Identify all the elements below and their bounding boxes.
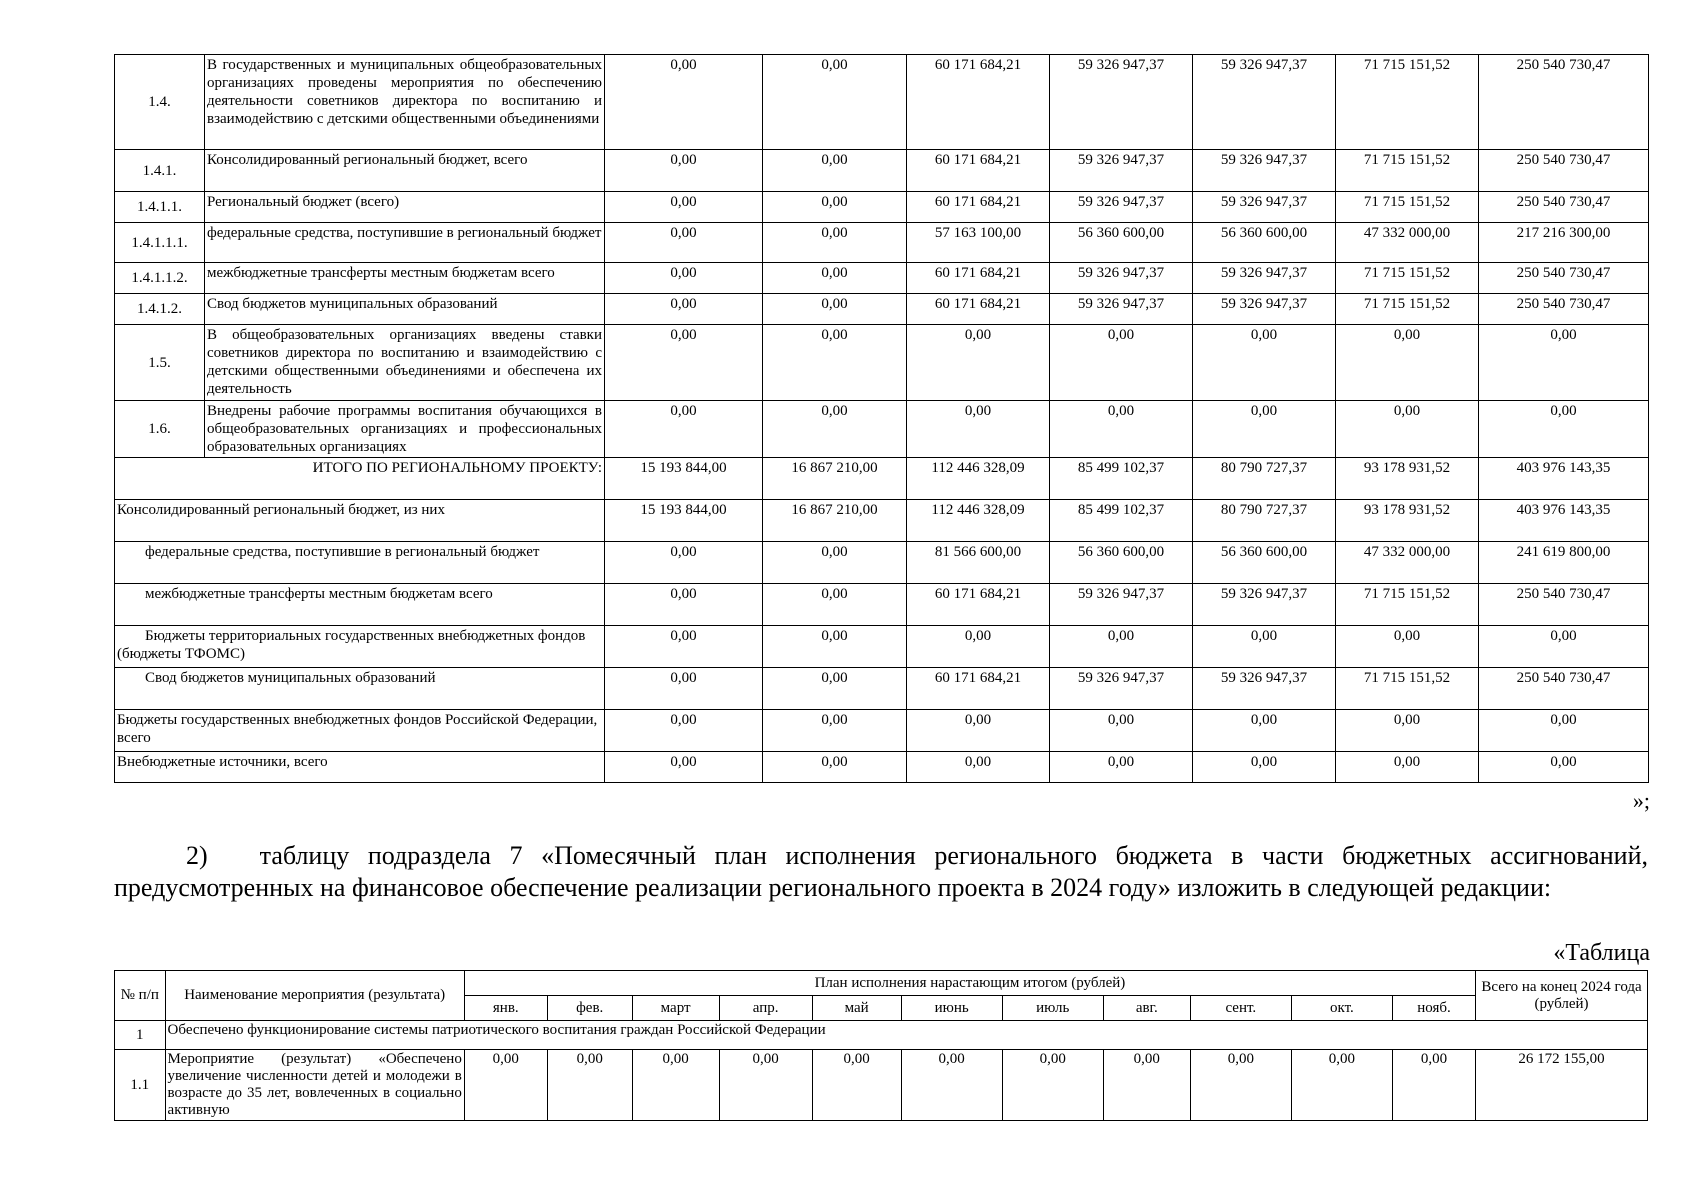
value-cell: 250 540 730,47 (1479, 263, 1649, 294)
summary-row (115, 584, 1649, 626)
value-cell: 0,00 (1336, 401, 1479, 458)
month-header: фев. (547, 996, 632, 1021)
summary-label: Бюджеты территориальных государственных внебюджетных фондов (бюджеты ТФОМС) (115, 626, 605, 668)
row-total: 26 172 155,00 (1476, 1050, 1648, 1121)
month-header: окт. (1291, 996, 1392, 1021)
value-cell: 0,00 (907, 752, 1050, 783)
value-cell: 56 360 600,00 (1050, 223, 1193, 263)
value-cell: 59 326 947,37 (1050, 263, 1193, 294)
value-cell: 59 326 947,37 (1050, 294, 1193, 325)
row-code: 1.4.1.2. (115, 294, 205, 325)
value-cell: 59 326 947,37 (1193, 263, 1336, 294)
value-cell: 59 326 947,37 (1193, 192, 1336, 223)
value-cell: 0,00 (1050, 325, 1193, 401)
value-cell: 59 326 947,37 (1193, 55, 1336, 150)
value-cell: 0,00 (907, 626, 1050, 668)
amendment-paragraph: 2) таблицу подраздела 7 «Помесячный план исполнения регионального бюджета в части бюджетных ассигнований, предусмотренных на финансовое обеспечение реализации регионального проекта в 2024 году» изложить в следующей редакции: (114, 841, 1648, 902)
row-code: 1.4.1. (115, 150, 205, 192)
section-code: 1 (115, 1021, 166, 1050)
summary-label: федеральные средства, поступившие в региональный бюджет (115, 542, 605, 584)
value-cell: 0,00 (605, 542, 763, 584)
value-cell: 0,00 (605, 401, 763, 458)
month-header: авг. (1103, 996, 1190, 1021)
row-code: 1.5. (115, 325, 205, 401)
value-cell: 59 326 947,37 (1050, 668, 1193, 710)
month-header: май (812, 996, 901, 1021)
month-header: янв. (464, 996, 547, 1021)
closing-mark: »; (1632, 788, 1650, 813)
value-cell: 0,00 (1193, 710, 1336, 752)
value-cell: 71 715 151,52 (1336, 294, 1479, 325)
table-row (115, 150, 1649, 192)
month-header: нояб. (1392, 996, 1475, 1021)
value-cell: 0,00 (1479, 710, 1649, 752)
value-cell: 0,00 (763, 263, 907, 294)
summary-row (115, 458, 1649, 500)
row-code: 1.4. (115, 55, 205, 150)
value-cell: 0,00 (1193, 325, 1336, 401)
month-value: 0,00 (547, 1050, 632, 1121)
value-cell: 0,00 (1336, 325, 1479, 401)
table-row (115, 294, 1649, 325)
row-name: Региональный бюджет (всего) (205, 192, 605, 223)
header-num: № п/п (115, 971, 166, 1021)
value-cell: 0,00 (1336, 752, 1479, 783)
value-cell: 0,00 (763, 752, 907, 783)
month-value: 0,00 (901, 1050, 1002, 1121)
value-cell: 0,00 (1193, 626, 1336, 668)
value-cell: 0,00 (1193, 401, 1336, 458)
value-cell: 250 540 730,47 (1479, 668, 1649, 710)
value-cell: 0,00 (763, 192, 907, 223)
value-cell: 250 540 730,47 (1479, 584, 1649, 626)
value-cell: 47 332 000,00 (1336, 542, 1479, 584)
month-value: 0,00 (812, 1050, 901, 1121)
value-cell: 0,00 (763, 668, 907, 710)
value-cell: 403 976 143,35 (1479, 458, 1649, 500)
value-cell: 0,00 (1479, 325, 1649, 401)
value-cell: 71 715 151,52 (1336, 192, 1479, 223)
value-cell: 0,00 (1050, 752, 1193, 783)
summary-label: межбюджетные трансферты местным бюджетам всего (115, 584, 605, 626)
value-cell: 241 619 800,00 (1479, 542, 1649, 584)
value-cell: 0,00 (763, 584, 907, 626)
value-cell: 0,00 (605, 223, 763, 263)
summary-label: Бюджеты государственных внебюджетных фондов Российской Федерации, всего (115, 710, 605, 752)
value-cell: 0,00 (605, 710, 763, 752)
value-cell: 0,00 (605, 325, 763, 401)
value-cell: 0,00 (763, 401, 907, 458)
value-cell: 71 715 151,52 (1336, 668, 1479, 710)
value-cell: 60 171 684,21 (907, 668, 1050, 710)
summary-row (115, 626, 1649, 668)
value-cell: 250 540 730,47 (1479, 150, 1649, 192)
value-cell: 0,00 (605, 192, 763, 223)
summary-label: Консолидированный региональный бюджет, из них (115, 500, 605, 542)
row-name: федеральные средства, поступившие в региональный бюджет (205, 223, 605, 263)
value-cell: 0,00 (907, 710, 1050, 752)
value-cell: 81 566 600,00 (907, 542, 1050, 584)
summary-row (115, 710, 1649, 752)
row-code: 1.4.1.1. (115, 192, 205, 223)
value-cell: 16 867 210,00 (763, 500, 907, 542)
value-cell: 60 171 684,21 (907, 584, 1050, 626)
month-header: июль (1002, 996, 1103, 1021)
value-cell: 59 326 947,37 (1050, 192, 1193, 223)
month-value: 0,00 (632, 1050, 719, 1121)
summary-row (115, 500, 1649, 542)
value-cell: 112 446 328,09 (907, 458, 1050, 500)
value-cell: 0,00 (605, 55, 763, 150)
value-cell: 60 171 684,21 (907, 192, 1050, 223)
row-name: В общеобразовательных организациях введены ставки советников директора по воспитанию и взаимодействию с детскими общественными объединениями и обеспечена их деятельность (205, 325, 605, 401)
value-cell: 59 326 947,37 (1193, 584, 1336, 626)
month-value: 0,00 (1103, 1050, 1190, 1121)
value-cell: 0,00 (605, 752, 763, 783)
value-cell: 0,00 (907, 325, 1050, 401)
row-name: Мероприятие (результат) «Обеспечено увеличение численности детей и молодежи в возрасте до 35 лет, вовлеченных в социально активную (165, 1050, 464, 1121)
summary-row (115, 668, 1649, 710)
row-code: 1.4.1.1.1. (115, 223, 205, 263)
value-cell: 0,00 (605, 294, 763, 325)
month-value: 0,00 (1190, 1050, 1291, 1121)
value-cell: 15 193 844,00 (605, 500, 763, 542)
value-cell: 60 171 684,21 (907, 150, 1050, 192)
value-cell: 0,00 (1479, 626, 1649, 668)
value-cell: 250 540 730,47 (1479, 192, 1649, 223)
value-cell: 0,00 (1193, 752, 1336, 783)
value-cell: 56 360 600,00 (1193, 542, 1336, 584)
value-cell: 85 499 102,37 (1050, 458, 1193, 500)
header-plan: План исполнения нарастающим итогом (рублей) (464, 971, 1475, 996)
value-cell: 0,00 (605, 584, 763, 626)
value-cell: 250 540 730,47 (1479, 55, 1649, 150)
value-cell: 250 540 730,47 (1479, 294, 1649, 325)
header-name: Наименование мероприятия (результата) (165, 971, 464, 1021)
value-cell: 0,00 (1479, 401, 1649, 458)
value-cell: 71 715 151,52 (1336, 150, 1479, 192)
value-cell: 0,00 (605, 150, 763, 192)
value-cell: 47 332 000,00 (1336, 223, 1479, 263)
value-cell: 16 867 210,00 (763, 458, 907, 500)
table-row (115, 263, 1649, 294)
row-code: 1.4.1.1.2. (115, 263, 205, 294)
value-cell: 80 790 727,37 (1193, 500, 1336, 542)
value-cell: 80 790 727,37 (1193, 458, 1336, 500)
month-value: 0,00 (1002, 1050, 1103, 1121)
table-row (115, 192, 1649, 223)
value-cell: 59 326 947,37 (1050, 150, 1193, 192)
value-cell: 0,00 (763, 223, 907, 263)
value-cell: 0,00 (763, 150, 907, 192)
value-cell: 93 178 931,52 (1336, 458, 1479, 500)
month-header: сент. (1190, 996, 1291, 1021)
table-row (115, 401, 1649, 458)
row-code: 1.6. (115, 401, 205, 458)
value-cell: 0,00 (1050, 710, 1193, 752)
table-caption: «Таблица (1553, 940, 1650, 966)
month-value: 0,00 (719, 1050, 812, 1121)
value-cell: 0,00 (605, 626, 763, 668)
value-cell: 217 216 300,00 (1479, 223, 1649, 263)
value-cell: 0,00 (763, 325, 907, 401)
value-cell: 15 193 844,00 (605, 458, 763, 500)
summary-row (115, 542, 1649, 584)
value-cell: 60 171 684,21 (907, 294, 1050, 325)
value-cell: 60 171 684,21 (907, 55, 1050, 150)
month-value: 0,00 (1392, 1050, 1475, 1121)
value-cell: 0,00 (1479, 752, 1649, 783)
value-cell: 112 446 328,09 (907, 500, 1050, 542)
value-cell: 71 715 151,52 (1336, 55, 1479, 150)
month-value: 0,00 (1291, 1050, 1392, 1121)
value-cell: 56 360 600,00 (1193, 223, 1336, 263)
value-cell: 59 326 947,37 (1193, 668, 1336, 710)
month-header: апр. (719, 996, 812, 1021)
month-header: март (632, 996, 719, 1021)
row-code: 1.1 (115, 1050, 166, 1121)
monthly-plan-table (114, 970, 1648, 1121)
summary-label: Свод бюджетов муниципальных образований (115, 668, 605, 710)
section-name: Обеспечено функционирование системы патриотического воспитания граждан Российской Федерации (165, 1021, 1647, 1050)
value-cell: 93 178 931,52 (1336, 500, 1479, 542)
value-cell: 0,00 (763, 294, 907, 325)
value-cell: 85 499 102,37 (1050, 500, 1193, 542)
value-cell: 0,00 (1336, 626, 1479, 668)
summary-row (115, 752, 1649, 783)
value-cell: 71 715 151,52 (1336, 584, 1479, 626)
value-cell: 59 326 947,37 (1193, 294, 1336, 325)
value-cell: 0,00 (763, 542, 907, 584)
value-cell: 0,00 (1336, 710, 1479, 752)
value-cell: 60 171 684,21 (907, 263, 1050, 294)
value-cell: 59 326 947,37 (1050, 55, 1193, 150)
row-name: Консолидированный региональный бюджет, всего (205, 150, 605, 192)
value-cell: 0,00 (605, 668, 763, 710)
value-cell: 0,00 (763, 626, 907, 668)
row-name: межбюджетные трансферты местным бюджетам всего (205, 263, 605, 294)
value-cell: 0,00 (1050, 626, 1193, 668)
summary-label: ИТОГО ПО РЕГИОНАЛЬНОМУ ПРОЕКТУ: (115, 458, 605, 500)
month-value: 0,00 (464, 1050, 547, 1121)
value-cell: 0,00 (605, 263, 763, 294)
summary-label: Внебюджетные источники, всего (115, 752, 605, 783)
value-cell: 0,00 (763, 710, 907, 752)
value-cell: 57 163 100,00 (907, 223, 1050, 263)
value-cell: 0,00 (1050, 401, 1193, 458)
table-row (115, 325, 1649, 401)
value-cell: 0,00 (763, 55, 907, 150)
value-cell: 59 326 947,37 (1193, 150, 1336, 192)
value-cell: 0,00 (907, 401, 1050, 458)
table-row (115, 55, 1649, 150)
row-name: Свод бюджетов муниципальных образований (205, 294, 605, 325)
month-header: июнь (901, 996, 1002, 1021)
value-cell: 56 360 600,00 (1050, 542, 1193, 584)
row-name: Внедрены рабочие программы воспитания обучающихся в общеобразовательных организациях и профессиональных образовательных организациях (205, 401, 605, 458)
value-cell: 59 326 947,37 (1050, 584, 1193, 626)
row-name: В государственных и муниципальных общеобразовательных организациях проведены мероприятия по обеспечению деятельности советников директора по воспитанию и взаимодействию с детскими общественными объединениями (205, 55, 605, 150)
budget-table (114, 54, 1649, 783)
value-cell: 71 715 151,52 (1336, 263, 1479, 294)
header-total: Всего на конец 2024 года (рублей) (1476, 971, 1648, 1021)
value-cell: 403 976 143,35 (1479, 500, 1649, 542)
table-row (115, 223, 1649, 263)
